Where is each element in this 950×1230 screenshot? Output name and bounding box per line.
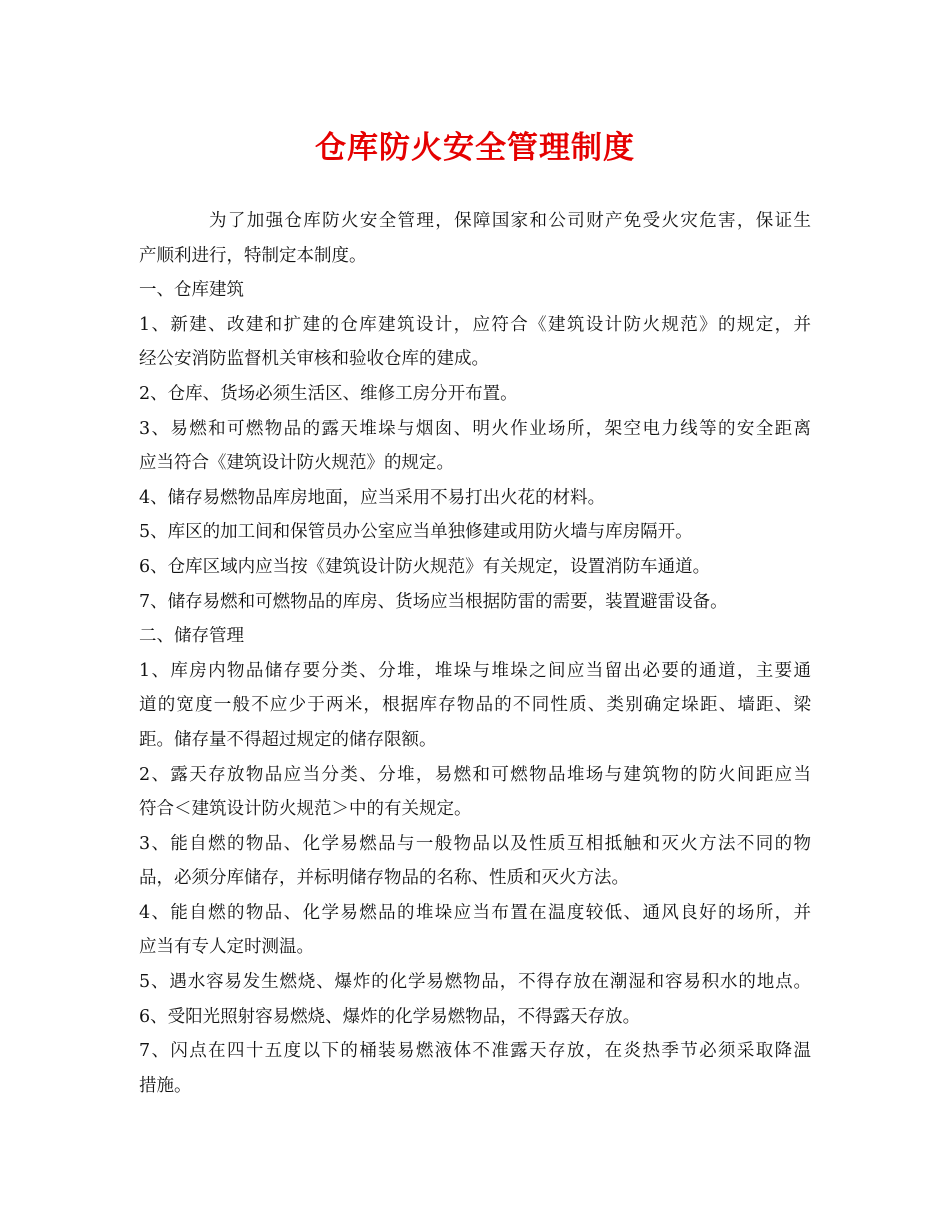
paragraph-line: 3、易燃和可燃物品的露天堆垛与烟囱、明火作业场所，架空电力线等的安全距离 — [139, 418, 811, 439]
paragraph-line: 6、仓库区域内应当按《建筑设计防火规范》有关规定，设置消防车通道。 — [139, 556, 711, 577]
paragraph-line: 道的宽度一般不应少于两米，根据库存物品的不同性质、类别确定垛距、墙距、梁 — [139, 695, 811, 716]
paragraph-line: 距。储存量不得超过规定的储存限额。 — [139, 729, 437, 750]
section-heading: 一、仓库建筑 — [139, 280, 244, 301]
section-heading: 二、储存管理 — [139, 626, 244, 647]
paragraph-line: 品，必须分库储存，并标明储存物品的名称、性质和灭火方法。 — [139, 868, 629, 889]
paragraph-line: 6、受阳光照射容易燃烧、爆炸的化学易燃物品，不得露天存放。 — [139, 1006, 641, 1027]
paragraph-line: 经公安消防监督机关审核和验收仓库的建成。 — [139, 349, 489, 370]
paragraph-line: 7、闪点在四十五度以下的桶装易燃液体不准露天存放，在炎热季节必须采取降温 — [139, 1041, 811, 1062]
paragraph-line: 应当符合《建筑设计防火规范》的规定。 — [139, 453, 454, 474]
document-title: 仓库防火安全管理制度 — [315, 130, 635, 166]
paragraph-line: 1、库房内物品储存要分类、分堆，堆垛与堆垛之间应当留出必要的通道，主要通 — [139, 660, 811, 681]
paragraph-line: 1、新建、改建和扩建的仓库建筑设计，应符合《建筑设计防火规范》的规定，并 — [139, 314, 811, 335]
document-body — [139, 204, 811, 1103]
paragraph-line: 5、库区的加工间和保管员办公室应当单独修建或用防火墙与库房隔开。 — [139, 522, 693, 543]
paragraph-line: 2、露天存放物品应当分类、分堆，易燃和可燃物品堆场与建筑物的防火间距应当 — [139, 764, 811, 785]
paragraph-line: 符合＜建筑设计防火规范＞中的有关规定。 — [139, 799, 472, 820]
intro-line: 产顺利进行，特制定本制度。 — [139, 245, 367, 266]
paragraph-line: 4、储存易燃物品库房地面，应当采用不易打出火花的材料。 — [139, 487, 606, 508]
paragraph-line: 3、能自燃的物品、化学易燃品与一般物品以及性质互相抵触和灭火方法不同的物 — [139, 833, 811, 854]
intro-line: 为了加强仓库防火安全管理，保障国家和公司财产免受火灾危害，保证生 — [209, 211, 811, 231]
paragraph-line: 应当有专人定时测温。 — [139, 937, 314, 958]
paragraph-line: 2、仓库、货场必须生活区、维修工房分开布置。 — [139, 383, 518, 404]
paragraph-line: 5、遇水容易发生燃烧、爆炸的化学易燃物品，不得存放在潮湿和容易积水的地点。 — [139, 972, 811, 993]
paragraph-line: 措施。 — [139, 1075, 192, 1096]
paragraph-line: 4、能自燃的物品、化学易燃品的堆垛应当布置在温度较低、通风良好的场所，并 — [139, 902, 811, 923]
paragraph-line: 7、储存易燃和可燃物品的库房、货场应当根据防雷的需要，装置避雷设备。 — [139, 591, 728, 612]
